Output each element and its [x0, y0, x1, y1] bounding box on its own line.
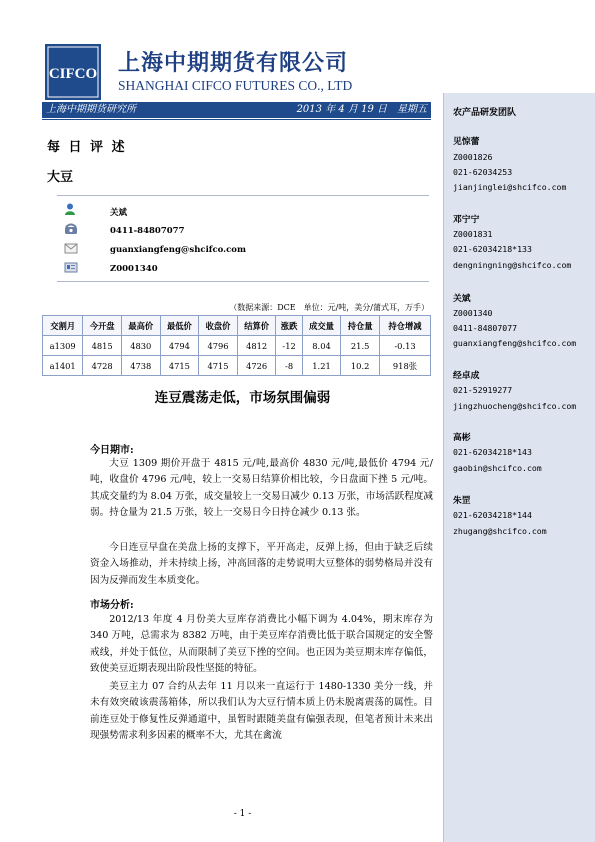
page-number: - 1 - [233, 809, 252, 819]
author-email[interactable]: guanxiangfeng@shcifco.com [110, 245, 246, 255]
member-line: Z0001340 [453, 308, 493, 318]
futures-table [42, 315, 431, 376]
email-icon [64, 242, 78, 254]
table-cell: 918张 [379, 356, 430, 376]
header-rule [42, 119, 431, 120]
table-cell: 10.2 [341, 356, 380, 376]
member-line: Z0001826 [453, 152, 493, 162]
member-line: Z0001831 [453, 229, 493, 239]
data-source-note: （数据来源：DCE 单位：元/吨，美分/蒲式耳，万手） [229, 303, 429, 312]
table-cell: 4815 [83, 336, 122, 356]
person-icon [64, 203, 78, 215]
col-header: 结算价 [237, 316, 276, 336]
table-cell: -0.13 [379, 336, 430, 356]
table-cell: 4812 [237, 336, 276, 356]
member-email[interactable]: jianjinglei@shcifco.com [453, 182, 567, 192]
member-email[interactable]: gaobin@shcifco.com [453, 463, 542, 473]
col-header: 持仓增减 [379, 316, 430, 336]
header-bar [42, 102, 431, 118]
author-divider [57, 195, 429, 196]
member-line: 021-62034218*133 [453, 244, 532, 254]
logo-text: CIFCO [48, 66, 98, 82]
id-card-icon [64, 261, 78, 273]
institute-name: 上海中期期货研究所 [46, 104, 136, 115]
member-name: 高彬 [453, 433, 471, 443]
table-cell: -12 [276, 336, 302, 356]
author-id: Z0001340 [110, 264, 158, 274]
member-line: 021-62034253 [453, 167, 513, 177]
member-email[interactable]: dengningning@shcifco.com [453, 260, 572, 270]
table-cell: 4715 [199, 356, 238, 376]
member-name: 关斌 [453, 294, 471, 304]
report-date: 2013 年 4 月 19 日 星期五 [296, 104, 427, 115]
paragraph: 大豆 1309 期价开盘于 4815 元/吨,最高价 4830 元/吨,最低价 4794 元/吨，收盘价 4796 元/吨，较上一交易日结算价相比较，今日盘面下挫 5 元/吨。其成交量约为 8.04 万张，成交量较上一交易日减少 0.13 万张，市场活跃程度减弱。持仓量为 21.5 万张，较上一交易日今日持仓减少 0.13 张。 [90, 458, 433, 519]
article-headline: 连豆震荡走低，市场氛围偏弱 [154, 390, 331, 406]
cifco-logo [45, 44, 101, 100]
col-header: 成交量 [302, 316, 341, 336]
table-cell: 4728 [83, 356, 122, 376]
table-cell: -8 [276, 356, 302, 376]
author-divider [57, 281, 429, 282]
table-cell: 4796 [199, 336, 238, 356]
company-name-cn: 上海中期期货有限公司 [118, 51, 349, 76]
table-cell: 4715 [160, 356, 199, 376]
paragraph: 美豆主力 07 合约从去年 11 月以来一直运行于 1480-1330 美分一线，并未有效突破该震荡箱体，所以我们认为大豆行情本质上仍未脱离震荡的属性。目前连豆处于修复性反弹通道中，虽暂时跟随美盘有偏强表现，但笔者预计未来出现强势需求利多因素的概率不大，尤其在禽流 [90, 681, 433, 742]
company-name-en: SHANGHAI CIFCO FUTURES CO., LTD [118, 78, 353, 93]
member-email[interactable]: guanxiangfeng@shcifco.com [453, 338, 577, 348]
col-header: 涨跌 [276, 316, 302, 336]
phone-icon [64, 223, 78, 235]
table-cell: 4830 [121, 336, 160, 356]
member-name: 朱罡 [453, 496, 471, 506]
col-header: 最低价 [160, 316, 199, 336]
member-name: 邓宁宁 [453, 215, 480, 225]
table-cell: 4738 [121, 356, 160, 376]
member-line: 021-62034218*144 [453, 510, 532, 520]
col-header: 收盘价 [199, 316, 238, 336]
report-section-title: 每 日 评 述 [47, 140, 127, 155]
paragraph: 今日连豆早盘在美盘上扬的支撑下，平开高走，反弹上扬，但由于缺乏后续资金入场推动，并未持续上扬，冲高回落的走势说明大豆整体的弱势格局并没有因为反弹而发生本质变化。 [90, 542, 433, 586]
table-cell: 4726 [237, 356, 276, 376]
table-header-row [43, 316, 431, 336]
member-line: 0411-84807077 [453, 323, 518, 333]
section-title-analysis: 市场分析: [90, 600, 134, 611]
author-phone: 0411-84807077 [110, 226, 185, 236]
member-name: 经卓成 [453, 371, 480, 381]
section-title-market: 今日期市: [90, 445, 134, 456]
table-cell: 4794 [160, 336, 199, 356]
col-header: 交割月 [43, 316, 83, 336]
table-row [43, 356, 431, 376]
col-header: 最高价 [121, 316, 160, 336]
member-email[interactable]: zhugang@shcifco.com [453, 526, 547, 536]
col-header: 持仓量 [341, 316, 380, 336]
member-name: 见惊蕾 [453, 137, 480, 147]
table-cell: 1.21 [302, 356, 341, 376]
member-line: 021-52919277 [453, 385, 513, 395]
sidebar-heading: 农产品研发团队 [453, 108, 517, 118]
table-cell: 8.04 [302, 336, 341, 356]
paragraph: 2012/13 年度 4 月份美大豆库存消费比小幅下调为 4.04%，期末库存为 340 万吨，总需求为 8382 万吨，由于美豆库存消费比低于联合国规定的安全警戒线，并处于低位，从而限制了美豆下挫的空间。也正因为美豆期末库存偏低，致使美豆近期表现出阶段性坚挺的特征。 [90, 614, 433, 675]
table-cell: 21.5 [341, 336, 380, 356]
member-email[interactable]: jingzhuocheng@shcifco.com [453, 401, 577, 411]
table-cell: a1401 [43, 356, 83, 376]
member-line: 021-62034218*143 [453, 447, 532, 457]
col-header: 今开盘 [83, 316, 122, 336]
author-name: 关斌 [110, 208, 128, 218]
table-row [43, 336, 431, 356]
table-cell: a1309 [43, 336, 83, 356]
commodity-title: 大豆 [47, 170, 74, 185]
